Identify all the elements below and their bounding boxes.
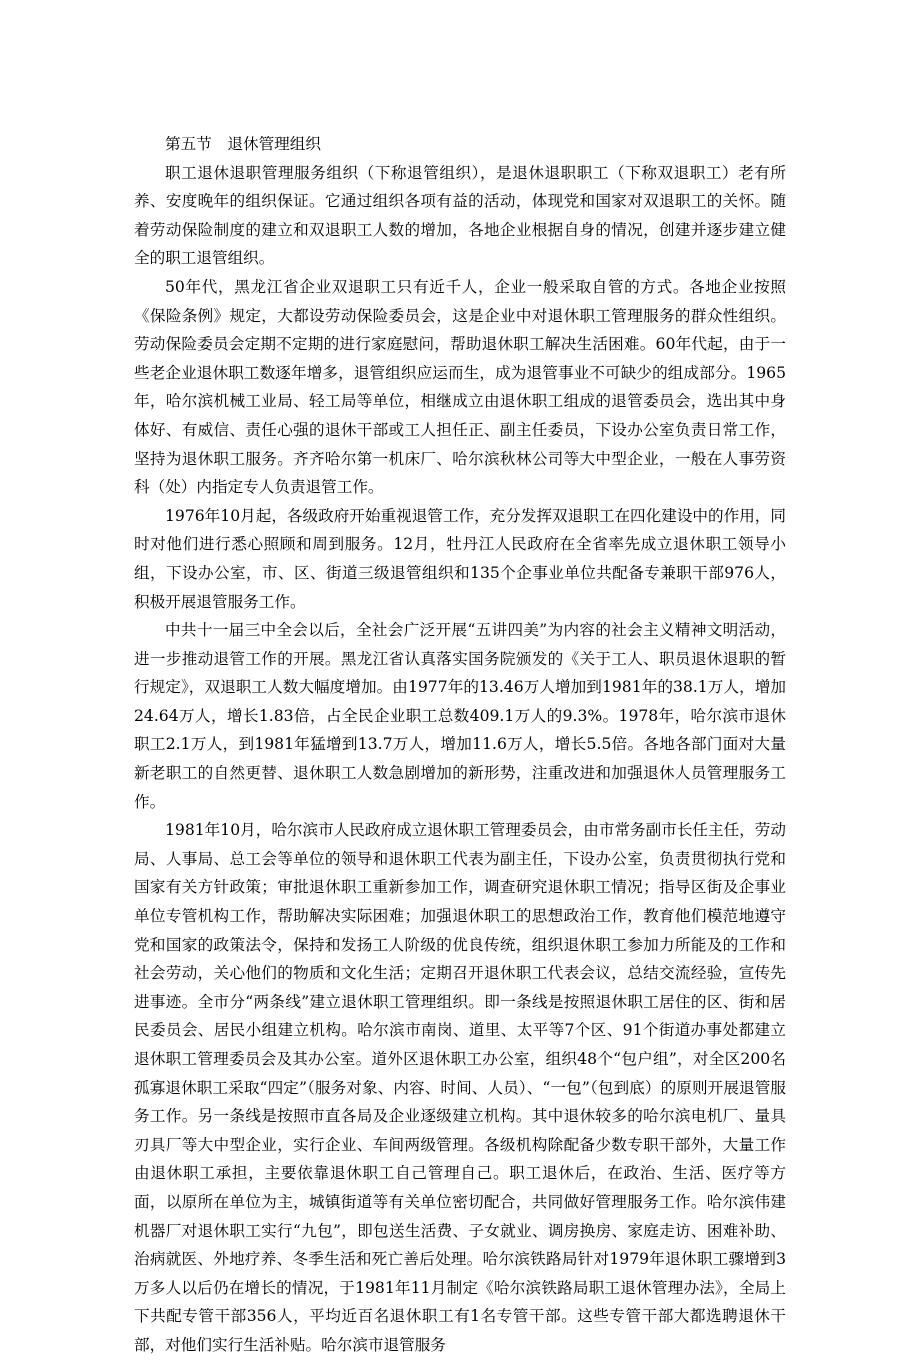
- paragraph-1976: 1976年10月起，各级政府开始重视退管工作，充分发挥双退职工在四化建设中的作用，同时对他们进行悉心照顾和周到服务。12月，牡丹江人民政府在全省率先成立退休职工领导小组，下设办公室，市、区、街道三级退管组织和135个企事业单位共配备专兼职干部976人，积极开展退管服务工作。: [134, 506, 786, 611]
- paragraph-1981: 1981年10月，哈尔滨市人民政府成立退休职工管理委员会，由市常务副市长任主任，劳动局、人事局、总工会等单位的领导和退休职工代表为副主任，下设办公室，负责贯彻执行党和国家有关方针政策；审批退休职工重新参加工作，调查研究退休职工情况；指导区街及企事业单位专管机构工作，帮助解决实际困难；加强退休职工的思想政治工作，教育他们模范地遵守党和国家的政策法令，保持和发扬工人阶级的优良传统，组织退休职工参加力所能及的工作和社会劳动，关心他们的物质和文化生活；定期召开退休职工代表会议，总结交流经验，宣传先进事迹。全市分“两条线”建立退休职工管理组织。即一条线是按照退休职工居住的区、街和居民委员会、居民小组建立机构。哈尔滨市南岗、道里、太平等7个区、91个街道办事处都建立退休职工管理委员会及其办公室。道外区退休职工办公室，组织48个“包户组”，对全区200名孤寡退休职工采取“四定”（服务对象、内容、时间、人员）、“一包”（包到底）的原则开展退管服务工作。另一条线是按照市直各局及企业逐级建立机构。其中退休较多的哈尔滨电机厂、量具刃具厂等大中型企业，实行企业、车间两级管理。各级机构除配备少数专职干部外，大量工作由退休职工承担，主要依靠退休职工自己管理自己。职工退休后，在政治、生活、医疗等方面，以原所在单位为主，城镇街道等有关单位密切配合，共同做好管理服务工作。哈尔滨伟建机器厂对退休职工实行“九包”，即包送生活费、子女就业、调房换房、家庭走访、困难补助、治病就医、外地疗养、冬季生活和死亡善后处理。哈尔滨铁路局针对1979年退休职工骤增到3万多人以后仍在增长的情况，于1981年11月制定《哈尔滨铁路局职工退休管理办法》，全局上下共配专管干部356人，平均近百名退休职工有1名专管干部。这些专管干部大都选聘退休干部，对他们实行生活补贴。哈尔滨市退管服务: [134, 821, 786, 1354]
- document-page: [134, 130, 786, 1360]
- paragraph-third-plenum: 中共十一届三中全会以后，全社会广泛开展“五讲四美”为内容的社会主义精神文明活动，进一步推动退管工作的开展。黑龙江省认真落实国务院颁发的《关于工人、职员退休退职的暂行规定》，双退职工人数大幅度增加。由1977年的13.46万人增加到1981年的38.1万人，增加24.64万人，增长1.83倍，占全民企业职工总数409.1万人的9.3%。1978年，哈尔滨市退休职工2.1万人，到1981年猛增到13.7万人，增加11.6万人，增长5.5倍。各地各部门面对大量新老职工的自然更替、退休职工人数急剧增加的新形势，注重改进和加强退休人员管理服务工作。: [134, 621, 786, 811]
- paragraph-1950s: 50年代，黑龙江省企业双退职工只有近千人，企业一般采取自管的方式。各地企业按照《保险条例》规定，大都设劳动保险委员会，这是企业中对退休职工管理服务的群众性组织。劳动保险委员会定期不定期的进行家庭慰问，帮助退休职工解决生活困难。60年代起，由于一些老企业退休职工数逐年增多，退管组织应运而生，成为退管事业不可缺少的组成部分。1965年，哈尔滨机械工业局、轻工局等单位，相继成立由退休职工组成的退管委员会，选出其中身体好、有威信、责任心强的退休干部或工人担任正、副主任委员，下设办公室负责日常工作，坚持为退休职工服务。齐齐哈尔第一机床厂、哈尔滨秋林公司等大中型企业，一般在人事劳资科（处）内指定专人负责退管工作。: [134, 277, 786, 497]
- section-title: 第五节 退休管理组织: [165, 135, 321, 153]
- paragraph-intro: 职工退休退职管理服务组织（下称退管组织），是退休退职职工（下称双退职工）老有所养、安度晚年的组织保证。它通过组织各项有益的活动，体现党和国家对双退职工的关怀。随着劳动保险制度的建立和双退职工人数的增加，各地企业根据自身的情况，创建并逐步建立健全的职工退管组织。: [134, 163, 786, 268]
